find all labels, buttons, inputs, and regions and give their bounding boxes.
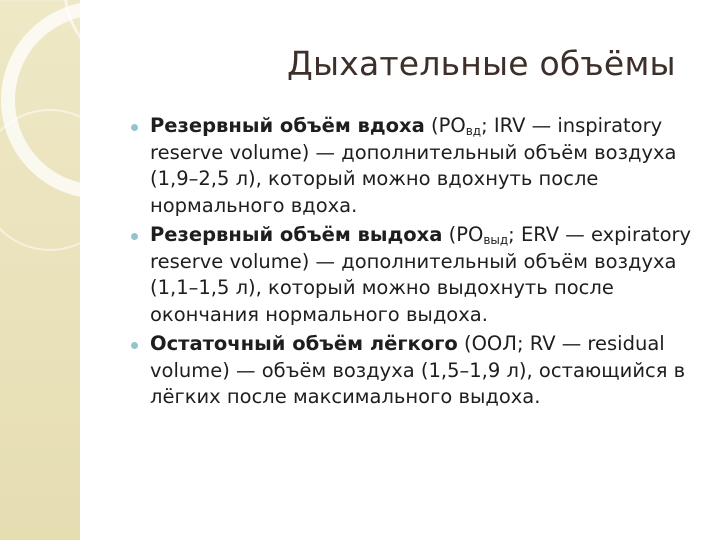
bullet-dot-icon	[131, 342, 138, 349]
abbr-subscript: вд	[465, 124, 482, 138]
term: Резервный объём вдоха	[150, 114, 425, 137]
abbr: (РО	[442, 223, 484, 246]
list-item	[128, 222, 708, 328]
list-item	[128, 331, 708, 411]
definition: ; IRV — inspiratory reserve volume) — дополнительный объём воздуха (1,9–2,5 л), который можно вдохнуть после нормального вдоха.	[150, 114, 677, 217]
definition: ; ERV — expiratory reserve volume) — дополнительный объём воздуха (1,1–1,5 л), который можно выдохнуть после окончания нормального выдоха.	[150, 223, 692, 326]
abbr-subscript: выд	[483, 233, 509, 247]
term: Остаточный объём лёгкого	[150, 332, 458, 355]
bullet-dot-icon	[131, 233, 138, 240]
abbr: (РО	[424, 114, 466, 137]
bullet-dot-icon	[131, 124, 138, 131]
bullet-list	[128, 113, 708, 414]
term: Резервный объём выдоха	[150, 223, 443, 246]
definition: (ООЛ; RV — residual volume) — объём воздуха (1,5–1,9 л), остающийся в лёгких после максимального выдоха.	[150, 332, 686, 408]
list-item	[128, 113, 708, 219]
slide-title: Дыхательные объёмы	[287, 44, 676, 83]
